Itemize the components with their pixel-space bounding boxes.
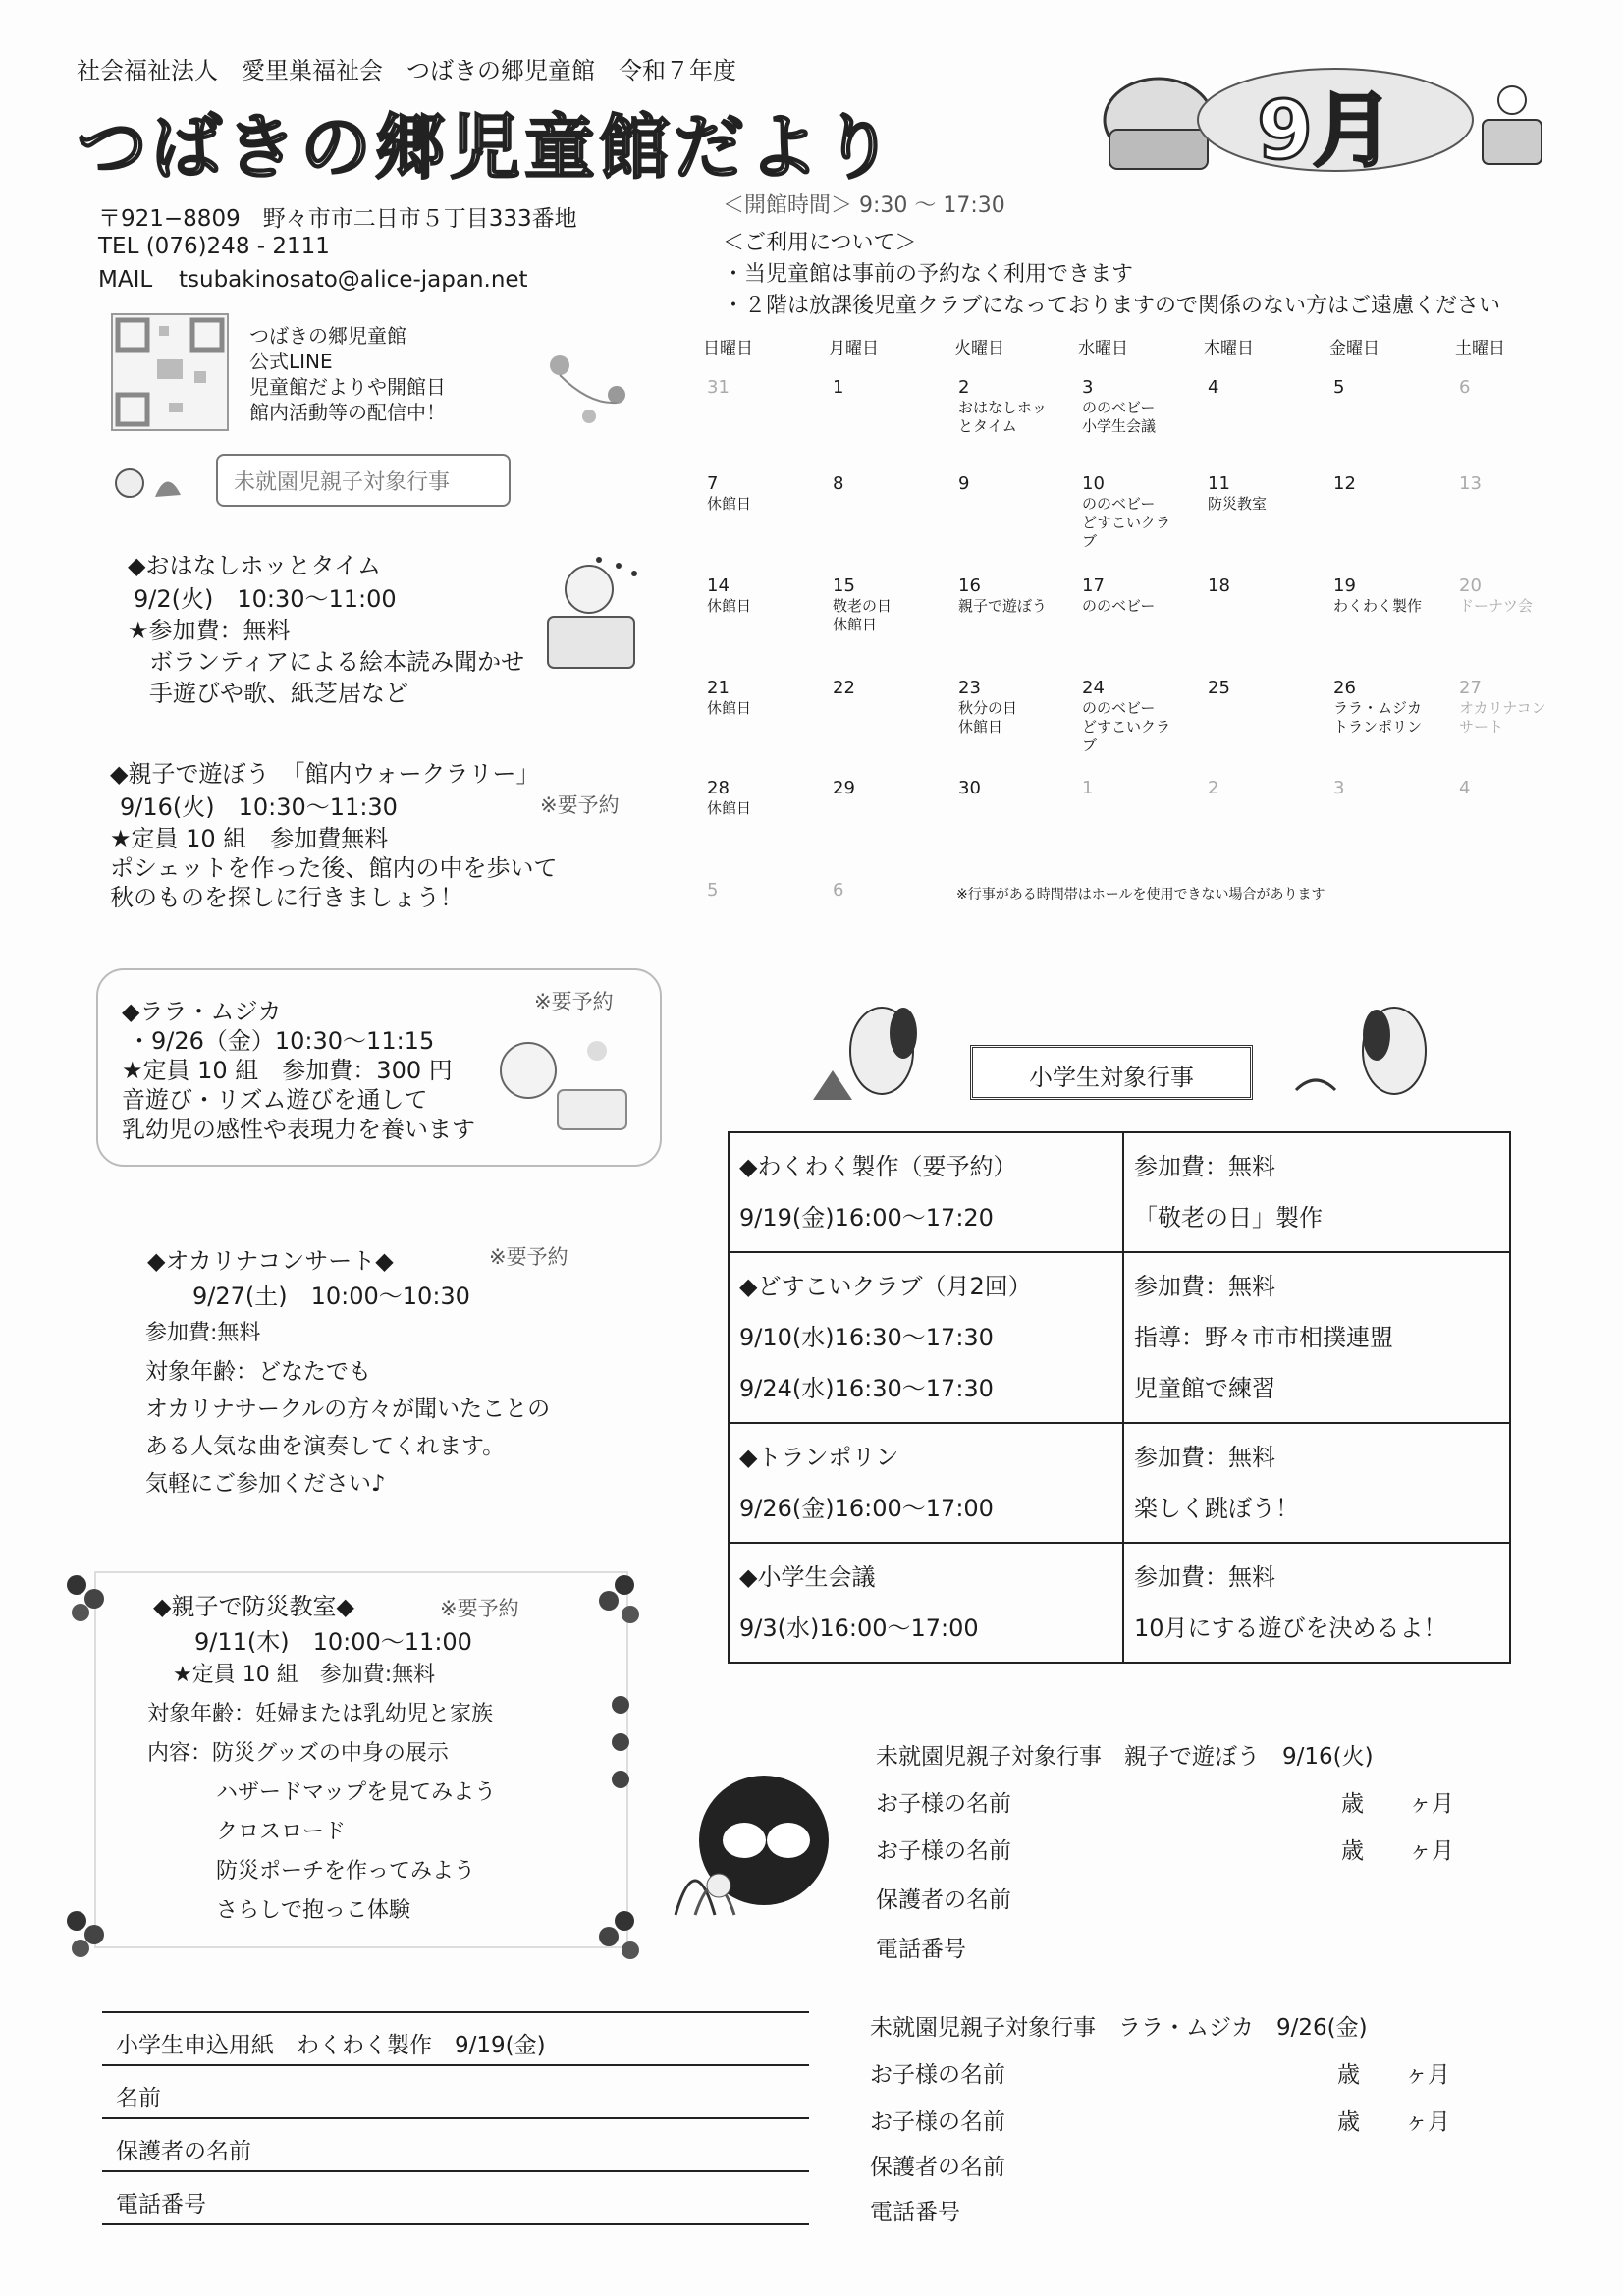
form2-child-label: お子様の名前 — [870, 2062, 1005, 2088]
calendar-day-number: 21 — [707, 678, 730, 698]
schedule-event-date: 9/24(水)16:30～17:30 — [739, 1375, 994, 1402]
schedule-detail: 指導：野々市市相撲連盟 — [1134, 1324, 1393, 1351]
form3-divider — [102, 2064, 809, 2066]
form3-bottom-line — [102, 2223, 809, 2225]
schedule-event-date: 9/19(金)16:00～17:20 — [739, 1204, 994, 1231]
month-badge — [1090, 61, 1551, 179]
form2-phone-field[interactable] — [1041, 2215, 1512, 2239]
calendar-event: ドーナツ会 — [1459, 597, 1533, 615]
animal-band-illustration-icon — [489, 1021, 636, 1139]
schedule-fee: 参加費：無料 — [1134, 1153, 1275, 1180]
address: 〒921−8809 野々市市二日市５丁目333番地 — [98, 206, 577, 232]
usage-title: ＜ご利用について＞ — [723, 231, 917, 255]
calendar-day-number: 18 — [1208, 575, 1230, 596]
preschool-banner-label: 未就園児親子対象行事 — [234, 470, 451, 495]
line-text-2: 公式LINE — [249, 350, 333, 373]
calendar-day-number: 31 — [707, 377, 730, 398]
ev4-title: ◆オカリナコンサート◆ — [147, 1247, 394, 1275]
calendar-event: ララ・ムジカ トランポリン — [1333, 699, 1423, 736]
ev3-desc-2: 乳幼児の感性や表現力を養います — [122, 1116, 475, 1143]
ev1-desc-1: ボランティアによる絵本読み聞かせ — [149, 648, 525, 676]
ev3-date: ・9/26（金）10:30～11:15 — [128, 1027, 435, 1055]
calendar-day-number: 12 — [1333, 473, 1356, 494]
calendar-day-number: 26 — [1333, 678, 1356, 698]
calendar-day-number: 1 — [1082, 778, 1094, 798]
calendar-weekday-header: 木曜日 — [1204, 339, 1254, 358]
table-cell — [1123, 1543, 1510, 1663]
form2-age-label: 歳 ヶ月 — [1337, 2062, 1450, 2088]
calendar-day-number: 1 — [833, 377, 844, 398]
calendar-day-number: 6 — [833, 880, 844, 901]
newsletter-title: つばきの郷児童館だより — [77, 106, 898, 189]
calendar-day-number: 5 — [1333, 377, 1345, 398]
ev3-fee: ★定員 10 組 参加費：300 円 — [122, 1057, 453, 1084]
ev5-fee: ★定員 10 組 参加費:無料 — [173, 1663, 436, 1687]
usage-note-1: ・当児童館は事前の予約なく利用できます — [723, 262, 1134, 287]
elementary-banner-label: 小学生対象行事 — [1029, 1064, 1194, 1091]
calendar-day-number: 5 — [707, 880, 719, 901]
storyteller-illustration-icon — [538, 550, 646, 678]
calendar-weekday-header: 火曜日 — [954, 339, 1004, 358]
berry-side-icon — [601, 1691, 640, 1799]
table-row — [729, 1132, 1510, 1252]
calendar-event: 休館日 — [707, 699, 752, 717]
ev2-fee: ★定員 10 組 参加費無料 — [110, 825, 389, 852]
ev5-content-1: 内容：防災グッズの中身の展示 — [147, 1741, 449, 1766]
form1-guardian-label: 保護者の名前 — [876, 1887, 1011, 1913]
calendar-event: おはなしホッ とタイム — [958, 399, 1048, 435]
schedule-event-title: ◆わくわく製作（要予約） — [739, 1153, 1017, 1180]
ev5-content-2: ハザードマップを見てみよう — [216, 1780, 497, 1805]
table-cell — [729, 1423, 1123, 1543]
phone: TEL (076)248 - 2111 — [98, 234, 330, 259]
calendar-day-number: 16 — [958, 575, 981, 596]
form2-child-name-field-1[interactable] — [1041, 2078, 1325, 2102]
ev3-reservation: ※要予約 — [534, 990, 614, 1013]
calendar-day-number: 13 — [1459, 473, 1482, 494]
calendar-weekday-header: 土曜日 — [1455, 339, 1505, 358]
calendar-weekday-header: 日曜日 — [703, 339, 753, 358]
schedule-fee: 参加費：無料 — [1134, 1563, 1275, 1591]
penguin-pair-illustration-icon — [1286, 992, 1463, 1110]
form3-guardian-label: 保護者の名前 — [116, 2139, 251, 2164]
form1-title: 未就園児親子対象行事 親子で遊ぼう 9/16(火) — [876, 1744, 1374, 1770]
calendar-day-number: 25 — [1208, 678, 1230, 698]
schedule-event-title: ◆どすこいクラブ（月2回） — [739, 1273, 1032, 1300]
calendar-day-number: 9 — [958, 473, 970, 494]
calendar-day-number: 6 — [1459, 377, 1471, 398]
form2-child-label: お子様の名前 — [870, 2109, 1005, 2135]
schedule-detail: 児童館で練習 — [1134, 1375, 1275, 1402]
schedule-event-date: 9/26(金)16:00～17:00 — [739, 1495, 994, 1522]
ev2-date: 9/16(火) 10:30～11:30 — [120, 793, 398, 821]
calendar-day-number: 7 — [707, 473, 719, 494]
calendar-day-number: 2 — [1208, 778, 1219, 798]
line-text-1: つばきの郷児童館 — [249, 324, 406, 348]
calendar-day-number: 23 — [958, 678, 981, 698]
form1-phone-label: 電話番号 — [876, 1937, 966, 1962]
ev1-date: 9/2(火) 10:30～11:00 — [134, 585, 397, 613]
ev2-desc-2: 秋のものを探しに行きましょう！ — [110, 884, 463, 911]
form3-phone-field[interactable] — [255, 2180, 805, 2219]
ev5-content-3: クロスロード — [216, 1820, 347, 1844]
form2-guardian-field[interactable] — [1041, 2170, 1512, 2194]
opening-hours: ＜開館時間＞ 9:30 ～ 17:30 — [723, 193, 1005, 218]
calendar-day-number: 10 — [1082, 473, 1105, 494]
calendar-weekday-header: 金曜日 — [1329, 339, 1380, 358]
elementary-banner — [970, 1045, 1253, 1100]
ev4-date: 9/27(土) 10:00～10:30 — [192, 1283, 470, 1310]
calendar-day-number: 29 — [833, 778, 855, 798]
ev3-desc-1: 音遊び・リズム遊びを通して — [122, 1086, 428, 1114]
calendar-day-number: 4 — [1208, 377, 1219, 398]
form1-guardian-field[interactable] — [1041, 1901, 1512, 1925]
ev2-desc-1: ポシェットを作った後、館内の中を歩いて — [110, 854, 558, 882]
table-row — [729, 1543, 1510, 1663]
schedule-detail: 「敬老の日」製作 — [1134, 1204, 1323, 1231]
calendar-event: 休館日 — [707, 597, 752, 615]
elementary-schedule-table — [728, 1131, 1511, 1664]
ev3-title: ◆ララ・ムジカ — [122, 998, 282, 1025]
bird-icon — [106, 458, 183, 507]
qr-code-icon — [110, 312, 230, 432]
form1-age-label: 歳 ヶ月 — [1341, 1838, 1454, 1864]
calendar-day-number: 4 — [1459, 778, 1471, 798]
calendar-event: 休館日 — [707, 495, 752, 513]
form3-divider — [102, 2170, 809, 2172]
form2-age-label: 歳 ヶ月 — [1337, 2109, 1450, 2135]
ev2-reservation: ※要予約 — [540, 793, 620, 817]
form1-child-label: お子様の名前 — [876, 1838, 1011, 1864]
ev5-reservation: ※要予約 — [440, 1597, 519, 1620]
table-row — [729, 1423, 1510, 1543]
calendar-event: わくわく製作 — [1333, 597, 1423, 615]
calendar-event: ののベビー 小学生会議 — [1082, 399, 1157, 435]
line-text-3: 児童館だよりや開館日 — [249, 375, 446, 399]
calendar-day-number: 8 — [833, 473, 844, 494]
calendar-day-number: 3 — [1082, 377, 1094, 398]
calendar-day-number: 27 — [1459, 678, 1482, 698]
form1-child-label: お子様の名前 — [876, 1791, 1011, 1817]
schedule-detail: 楽しく跳ぼう！ — [1134, 1495, 1299, 1522]
ev5-title: ◆親子で防災教室◆ — [153, 1593, 354, 1620]
calendar-day-number: 11 — [1208, 473, 1230, 494]
preschool-banner — [216, 454, 511, 507]
berry-corner-icon — [595, 1901, 654, 1970]
form2-guardian-label: 保護者の名前 — [870, 2155, 1005, 2180]
calendar-event: ののベビー — [1082, 597, 1156, 615]
form1-child-name-field-1[interactable] — [1041, 1807, 1325, 1831]
form3-divider — [102, 2117, 809, 2119]
ev5-content-4: 防災ポーチを作ってみよう — [216, 1859, 476, 1884]
ev4-target: 対象年齢：どなたでも — [145, 1359, 371, 1385]
table-cell — [1123, 1252, 1510, 1423]
schedule-event-date: 9/10(水)16:30～17:30 — [739, 1324, 994, 1351]
ev5-content-5: さらしで抱っこ体験 — [216, 1898, 411, 1923]
ev1-title: ◆おはなしホッとタイム — [128, 552, 381, 579]
calendar-day-number: 24 — [1082, 678, 1105, 698]
form3-name-label: 名前 — [116, 2086, 161, 2111]
calendar-event: 休館日 — [707, 799, 752, 817]
flower-icon — [540, 346, 648, 434]
ev5-date: 9/11(木) 10:00～11:00 — [194, 1628, 472, 1656]
calendar-day-number: 19 — [1333, 575, 1356, 596]
schedule-event-title: ◆小学生会議 — [739, 1563, 876, 1591]
mail-address[interactable]: tsubakinosato@alice-japan.net — [179, 267, 528, 293]
form1-age-label: 歳 ヶ月 — [1341, 1791, 1454, 1817]
table-cell — [1123, 1132, 1510, 1252]
ev4-desc-2: ある人気な曲を演奏してくれます。 — [145, 1434, 506, 1459]
schedule-fee: 参加費：無料 — [1134, 1444, 1275, 1471]
schedule-event-date: 9/3(水)16:00～17:00 — [739, 1614, 979, 1642]
table-row — [729, 1252, 1510, 1423]
ev4-reservation: ※要予約 — [489, 1245, 568, 1269]
form3-name-field[interactable] — [255, 2074, 805, 2113]
form2-phone-label: 電話番号 — [870, 2200, 960, 2225]
schedule-event-title: ◆トランポリン — [739, 1444, 899, 1471]
form3-guardian-field[interactable] — [295, 2127, 805, 2166]
mail-label: MAIL — [98, 267, 153, 293]
calendar-event: ののベビー どすこいクラ ブ — [1082, 495, 1171, 550]
organization-line: 社会福祉法人 愛里巣福祉会 つばきの郷児童館 令和７年度 — [77, 57, 736, 84]
ev4-desc-3: 気軽にご参加ください♪ — [145, 1471, 386, 1497]
calendar-note: ※行事がある時間帯はホールを使用できない場合があります — [956, 887, 1325, 902]
berry-corner-icon — [61, 1565, 120, 1634]
ev4-desc-1: オカリナサークルの方々が聞いたことの — [145, 1396, 551, 1422]
line-text-4: 館内活動等の配信中！ — [249, 401, 446, 424]
penguin-illustration-icon — [793, 992, 941, 1110]
form1-child-name-field-2[interactable] — [1041, 1854, 1325, 1878]
berry-corner-icon — [595, 1565, 654, 1634]
ev4-fee: 参加費:無料 — [145, 1321, 261, 1345]
schedule-fee: 参加費：無料 — [1134, 1273, 1275, 1300]
calendar-day-number: 3 — [1333, 778, 1345, 798]
calendar-event: オカリナコン サート — [1459, 699, 1546, 736]
schedule-detail: 10月にする遊びを決めるよ！ — [1134, 1614, 1447, 1642]
ev2-title: ◆親子で遊ぼう 「館内ウォークラリー」 — [110, 760, 540, 788]
table-cell — [1123, 1423, 1510, 1543]
ev1-fee: ★参加費：無料 — [128, 617, 291, 644]
berry-corner-icon — [61, 1901, 120, 1970]
calendar-day-number: 14 — [707, 575, 730, 596]
calendar-day-number: 17 — [1082, 575, 1105, 596]
form2-title: 未就園児親子対象行事 ララ・ムジカ 9/26(金) — [870, 2015, 1368, 2041]
calendar-day-number: 28 — [707, 778, 730, 798]
form1-phone-field[interactable] — [1041, 1950, 1512, 1974]
calendar-event: 防災教室 — [1208, 495, 1268, 513]
calendar-day-number: 15 — [833, 575, 855, 596]
line-qr-code[interactable] — [110, 312, 230, 432]
table-cell — [729, 1543, 1123, 1663]
calendar-day-number: 2 — [958, 377, 970, 398]
table-cell — [729, 1132, 1123, 1252]
calendar-event: 秋分の日 休館日 — [958, 699, 1018, 736]
table-cell — [729, 1252, 1123, 1423]
calendar-event: ののベビー どすこいクラ ブ — [1082, 699, 1171, 754]
calendar-day-number: 30 — [958, 778, 981, 798]
moon-rabbit-illustration-icon — [656, 1768, 852, 1925]
month-label: 9月 — [1257, 84, 1394, 178]
usage-note-2: ・２階は放課後児童クラブになっておりますので関係のない方はご遠慮ください — [723, 294, 1501, 318]
calendar-weekday-header: 月曜日 — [829, 339, 879, 358]
calendar-weekday-header: 水曜日 — [1078, 339, 1128, 358]
form2-child-name-field-2[interactable] — [1041, 2125, 1325, 2149]
calendar-day-number: 22 — [833, 678, 855, 698]
calendar-day-number: 20 — [1459, 575, 1482, 596]
form3-phone-label: 電話番号 — [116, 2192, 206, 2217]
ev5-target: 対象年齢：妊婦または乳幼児と家族 — [147, 1702, 494, 1726]
calendar-event: 敬老の日 休館日 — [833, 597, 893, 633]
form3-top-line — [102, 2011, 809, 2013]
ev1-desc-2: 手遊びや歌、紙芝居など — [149, 680, 408, 707]
form3-title: 小学生申込用紙 わくわく製作 9/19(金) — [116, 2033, 546, 2058]
calendar-event: 親子で遊ぼう — [958, 597, 1048, 615]
